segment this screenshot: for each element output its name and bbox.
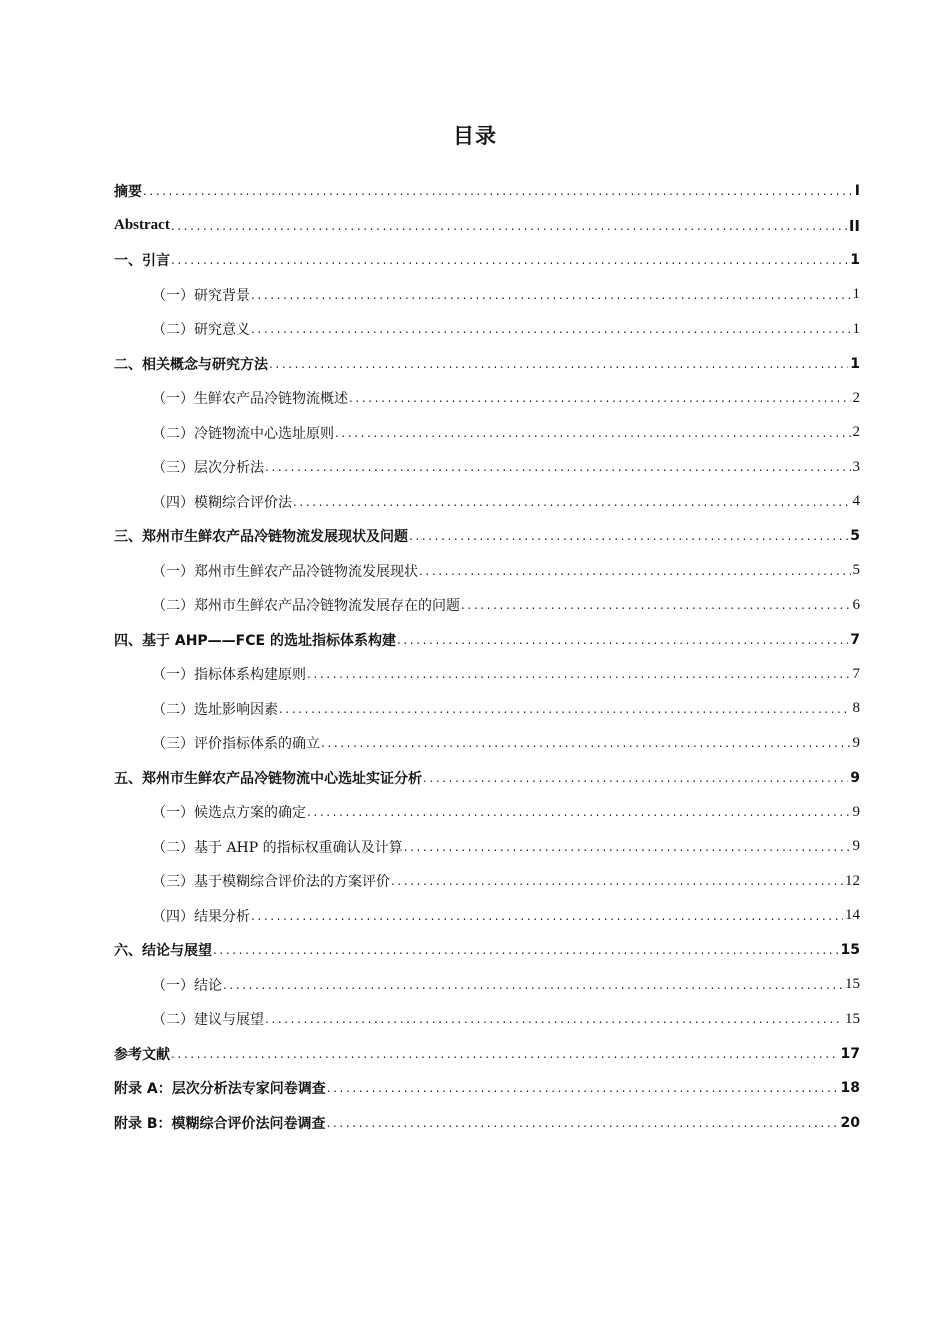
toc-page-number: 2 — [852, 424, 860, 441]
toc-dot-leader — [223, 978, 843, 992]
toc-dot-leader — [171, 253, 848, 267]
toc-section-entry[interactable] — [114, 933, 860, 968]
page-title: 目录 — [453, 124, 497, 148]
toc-dot-leader — [171, 1047, 839, 1061]
toc-page-number: 9 — [852, 803, 860, 820]
toc-page-number: 18 — [840, 1080, 860, 1097]
toc-entry-label: （一）研究背景 — [152, 287, 250, 304]
toc-page-number: 2 — [852, 389, 860, 406]
toc-entry-label: 五、郑州市生鲜农产品冷链物流中心选址实证分析 — [114, 770, 422, 787]
toc-entry-label: （二）建议与展望 — [152, 1012, 264, 1029]
toc-dot-leader — [293, 495, 851, 509]
toc-entry-label: （一）结论 — [152, 977, 222, 994]
toc-entry-label: （四）结果分析 — [152, 908, 250, 925]
toc-subsection-entry[interactable] — [114, 278, 860, 313]
toc-page-number: 17 — [840, 1045, 860, 1062]
toc-page-number: 7 — [850, 631, 860, 648]
toc-page-number: 7 — [852, 665, 860, 682]
toc-section-entry[interactable] — [114, 519, 860, 554]
toc-section-entry[interactable] — [114, 209, 860, 244]
toc-subsection-entry[interactable] — [114, 657, 860, 692]
toc-subsection-entry[interactable] — [114, 554, 860, 589]
toc-subsection-entry[interactable] — [114, 312, 860, 347]
toc-entry-label: （二）选址影响因素 — [152, 701, 278, 718]
toc-entry-label: （二）冷链物流中心选址原则 — [152, 425, 334, 442]
toc-dot-leader — [461, 598, 851, 612]
toc-dot-leader — [251, 909, 843, 923]
toc-dot-leader — [307, 805, 851, 819]
toc-entry-label: （三）评价指标体系的确立 — [152, 736, 320, 753]
toc-dot-leader — [397, 633, 848, 647]
toc-entry-label: 三、郑州市生鲜农产品冷链物流发展现状及问题 — [114, 529, 408, 546]
toc-dot-leader — [335, 426, 851, 440]
toc-page-number: 12 — [845, 872, 860, 889]
toc-subsection-entry[interactable] — [114, 726, 860, 761]
toc-page-number: 5 — [850, 528, 860, 545]
toc-dot-leader — [251, 322, 851, 336]
toc-subsection-entry[interactable] — [114, 450, 860, 485]
toc-page-number: 3 — [852, 458, 860, 475]
toc-section-entry[interactable] — [114, 623, 860, 658]
toc-page-number: 20 — [840, 1114, 860, 1131]
toc-page-number: 9 — [850, 769, 860, 786]
toc-page-number: 6 — [852, 596, 860, 613]
toc-page-number: 15 — [845, 1010, 860, 1027]
toc-page-number: I — [854, 183, 860, 200]
toc-entry-label: （一）候选点方案的确定 — [152, 805, 306, 822]
toc-page-number: 9 — [852, 734, 860, 751]
toc-subsection-entry[interactable] — [114, 899, 860, 934]
toc-dot-leader — [391, 874, 843, 888]
toc-entry-label: （二）基于 AHP 的指标权重确认及计算 — [152, 839, 403, 856]
toc-section-entry[interactable] — [114, 1071, 860, 1106]
toc-dot-leader — [327, 1081, 839, 1095]
toc-entry-label: Abstract — [114, 217, 170, 234]
table-of-contents — [114, 174, 860, 1140]
toc-page-number: 14 — [845, 907, 860, 924]
toc-page-number: 5 — [852, 562, 860, 579]
toc-subsection-entry[interactable] — [114, 381, 860, 416]
toc-subsection-entry[interactable] — [114, 830, 860, 865]
toc-entry-label: （一）生鲜农产品冷链物流概述 — [152, 391, 348, 408]
toc-page-number: 1 — [850, 355, 860, 372]
toc-dot-leader — [265, 1012, 843, 1026]
toc-entry-label: （一）郑州市生鲜农产品冷链物流发展现状 — [152, 563, 418, 580]
toc-page-number: 4 — [852, 493, 860, 510]
toc-dot-leader — [251, 288, 851, 302]
toc-entry-label: 一、引言 — [114, 253, 170, 270]
toc-dot-leader — [327, 1116, 839, 1130]
toc-entry-label: （三）基于模糊综合评价法的方案评价 — [152, 874, 390, 891]
toc-subsection-entry[interactable] — [114, 692, 860, 727]
toc-subsection-entry[interactable] — [114, 795, 860, 830]
toc-entry-label: 六、结论与展望 — [114, 943, 212, 960]
toc-entry-label: （三）层次分析法 — [152, 460, 264, 477]
toc-section-entry[interactable] — [114, 1037, 860, 1072]
toc-dot-leader — [419, 564, 851, 578]
toc-page-number: 8 — [852, 700, 860, 717]
toc-entry-label: （一）指标体系构建原则 — [152, 667, 306, 684]
toc-section-entry[interactable] — [114, 243, 860, 278]
toc-subsection-entry[interactable] — [114, 968, 860, 1003]
toc-entry-label: 摘要 — [114, 184, 142, 201]
toc-dot-leader — [143, 184, 853, 198]
toc-dot-leader — [409, 529, 848, 543]
toc-subsection-entry[interactable] — [114, 1002, 860, 1037]
toc-entry-label: 参考文献 — [114, 1046, 170, 1063]
toc-subsection-entry[interactable] — [114, 864, 860, 899]
toc-dot-leader — [279, 702, 851, 716]
toc-dot-leader — [269, 357, 848, 371]
toc-section-entry[interactable] — [114, 761, 860, 796]
toc-page-number: 15 — [845, 976, 860, 993]
toc-dot-leader — [213, 943, 839, 957]
toc-dot-leader — [404, 840, 851, 854]
toc-section-entry[interactable] — [114, 1106, 860, 1141]
toc-dot-leader — [349, 391, 851, 405]
toc-subsection-entry[interactable] — [114, 588, 860, 623]
toc-page-number: 1 — [852, 286, 860, 303]
toc-entry-label: （二）郑州市生鲜农产品冷链物流发展存在的问题 — [152, 598, 460, 615]
toc-dot-leader — [423, 771, 848, 785]
toc-dot-leader — [265, 460, 851, 474]
toc-section-entry[interactable] — [114, 347, 860, 382]
toc-dot-leader — [321, 736, 851, 750]
toc-subsection-entry[interactable] — [114, 485, 860, 520]
toc-entry-label: （二）研究意义 — [152, 322, 250, 339]
toc-page-number: 1 — [852, 320, 860, 337]
toc-section-entry[interactable] — [114, 174, 860, 209]
toc-entry-label: 二、相关概念与研究方法 — [114, 356, 268, 373]
toc-page-number: II — [848, 216, 860, 235]
toc-entry-label: 四、基于 AHP——FCE 的选址指标体系构建 — [114, 632, 396, 649]
toc-page-number: 9 — [852, 838, 860, 855]
toc-subsection-entry[interactable] — [114, 416, 860, 451]
toc-page-number: 1 — [850, 252, 860, 269]
toc-entry-label: （四）模糊综合评价法 — [152, 494, 292, 511]
toc-dot-leader — [171, 219, 847, 233]
toc-entry-label: 附录 B：模糊综合评价法问卷调查 — [114, 1115, 326, 1132]
toc-dot-leader — [307, 667, 851, 681]
toc-entry-label: 附录 A：层次分析法专家问卷调查 — [114, 1081, 326, 1098]
toc-page-number: 15 — [840, 942, 860, 959]
